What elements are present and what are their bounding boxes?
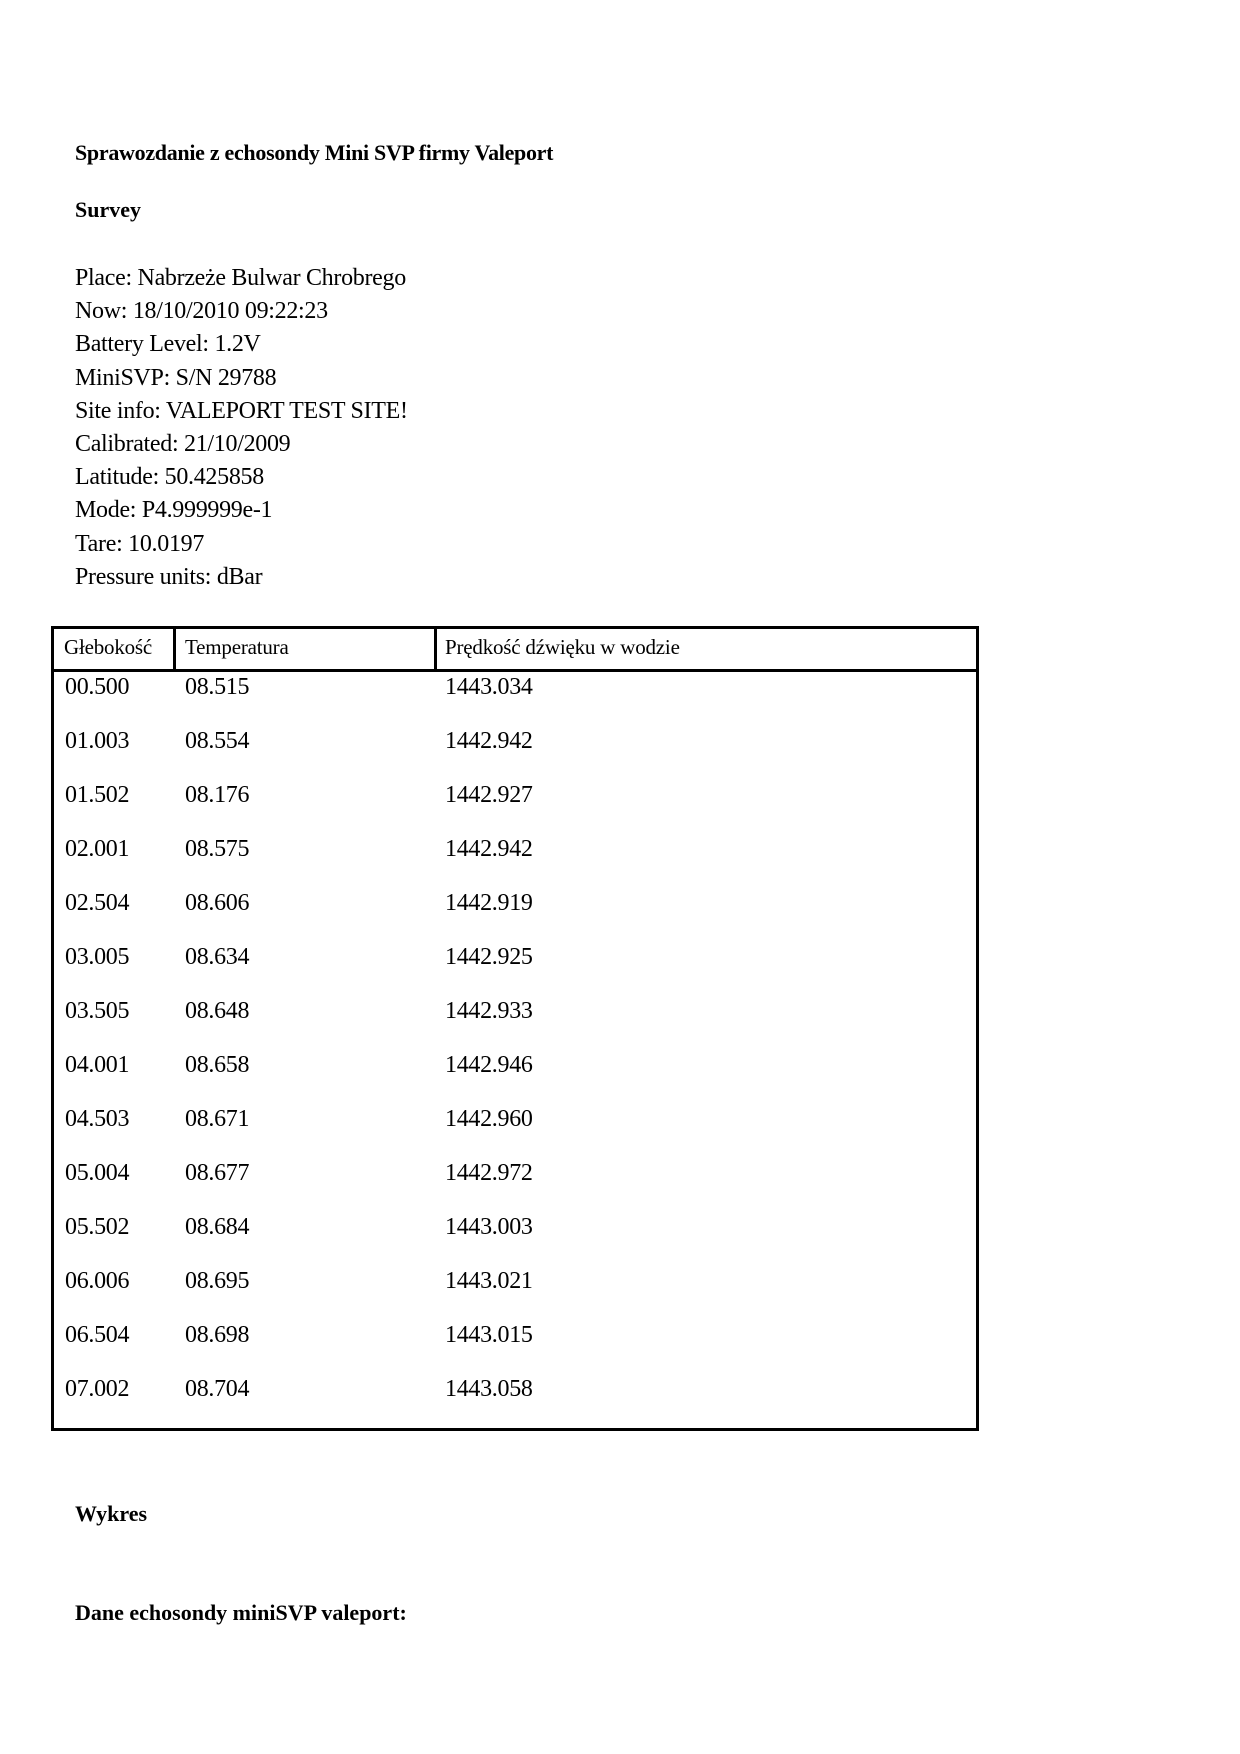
header-sound-speed: Prędkość dźwięku w wodzie <box>445 635 680 659</box>
cell-temperature: 08.554 <box>185 728 250 754</box>
cell-depth: 05.004 <box>65 1160 130 1186</box>
cell-depth: 07.002 <box>65 1376 130 1402</box>
info-mode: Mode: P4.999999e-1 <box>75 497 273 524</box>
table-row <box>54 674 976 728</box>
cell-sound-speed: 1443.003 <box>445 1214 533 1240</box>
header-depth: Głebokość <box>64 635 153 659</box>
cell-temperature: 08.677 <box>185 1160 250 1186</box>
table-row <box>54 944 976 998</box>
table-row <box>54 1268 976 1322</box>
measurement-table <box>51 626 979 1431</box>
cell-depth: 02.504 <box>65 890 130 916</box>
header-temperature: Temperatura <box>185 635 289 659</box>
cell-temperature: 08.606 <box>185 890 250 916</box>
info-calibrated: Calibrated: 21/10/2009 <box>75 431 291 458</box>
cell-depth: 01.003 <box>65 728 130 754</box>
table-row <box>54 782 976 836</box>
cell-depth: 00.500 <box>65 674 130 700</box>
cell-temperature: 08.671 <box>185 1106 250 1132</box>
info-now: Now: 18/10/2010 09:22:23 <box>75 298 328 325</box>
info-site: Site info: VALEPORT TEST SITE! <box>75 397 408 424</box>
cell-sound-speed: 1443.021 <box>445 1268 533 1294</box>
table-row <box>54 1160 976 1214</box>
table-row <box>54 1106 976 1160</box>
info-tare: Tare: 10.0197 <box>75 530 205 557</box>
cell-sound-speed: 1442.960 <box>445 1106 533 1132</box>
cell-temperature: 08.515 <box>185 674 250 700</box>
cell-depth: 04.001 <box>65 1052 130 1078</box>
info-battery-level: Battery Level: 1.2V <box>75 331 261 358</box>
table-row <box>54 1376 976 1430</box>
info-latitude: Latitude: 50.425858 <box>75 464 264 491</box>
cell-depth: 05.502 <box>65 1214 130 1240</box>
cell-sound-speed: 1442.919 <box>445 890 533 916</box>
info-place: Place: Nabrzeże Bulwar Chrobrego <box>75 265 406 291</box>
cell-temperature: 08.704 <box>185 1376 250 1402</box>
cell-temperature: 08.634 <box>185 944 250 970</box>
cell-sound-speed: 1442.942 <box>445 728 533 754</box>
info-pressure-units: Pressure units: dBar <box>75 563 263 590</box>
cell-temperature: 08.648 <box>185 998 250 1024</box>
cell-temperature: 08.684 <box>185 1214 250 1240</box>
cell-sound-speed: 1443.034 <box>445 674 533 700</box>
table-row <box>54 1322 976 1376</box>
cell-sound-speed: 1443.015 <box>445 1322 533 1348</box>
wykres-heading: Wykres <box>75 1501 148 1526</box>
survey-info-block <box>75 262 408 594</box>
table-row <box>54 728 976 782</box>
cell-depth: 06.504 <box>65 1322 130 1348</box>
cell-depth: 03.505 <box>65 998 130 1024</box>
cell-sound-speed: 1442.946 <box>445 1052 533 1078</box>
cell-sound-speed: 1442.972 <box>445 1160 533 1186</box>
cell-sound-speed: 1443.058 <box>445 1376 533 1402</box>
cell-temperature: 08.695 <box>185 1268 250 1294</box>
table-header <box>54 629 976 672</box>
cell-sound-speed: 1442.933 <box>445 998 533 1024</box>
cell-depth: 01.502 <box>65 782 130 808</box>
table-row <box>54 890 976 944</box>
cell-sound-speed: 1442.927 <box>445 782 533 808</box>
cell-temperature: 08.575 <box>185 836 250 862</box>
cell-temperature: 08.176 <box>185 782 250 808</box>
table-row <box>54 836 976 890</box>
cell-depth: 03.005 <box>65 944 130 970</box>
cell-temperature: 08.698 <box>185 1322 250 1348</box>
table-body <box>54 674 976 1430</box>
info-minisvp-serial: MiniSVP: S/N 29788 <box>75 364 277 391</box>
table-row <box>54 1052 976 1106</box>
table-row <box>54 1214 976 1268</box>
cell-temperature: 08.658 <box>185 1052 250 1078</box>
cell-sound-speed: 1442.925 <box>445 944 533 970</box>
document-title: Sprawozdanie z echosondy Mini SVP firmy Valeport <box>75 140 554 165</box>
cell-depth: 06.006 <box>65 1268 130 1294</box>
table-row <box>54 998 976 1052</box>
column-divider <box>434 629 437 672</box>
survey-heading: Survey <box>75 197 141 222</box>
cell-sound-speed: 1442.942 <box>445 836 533 862</box>
column-divider <box>173 629 176 672</box>
cell-depth: 04.503 <box>65 1106 130 1132</box>
dane-heading: Dane echosondy miniSVP valeport: <box>75 1600 407 1625</box>
cell-depth: 02.001 <box>65 836 130 862</box>
